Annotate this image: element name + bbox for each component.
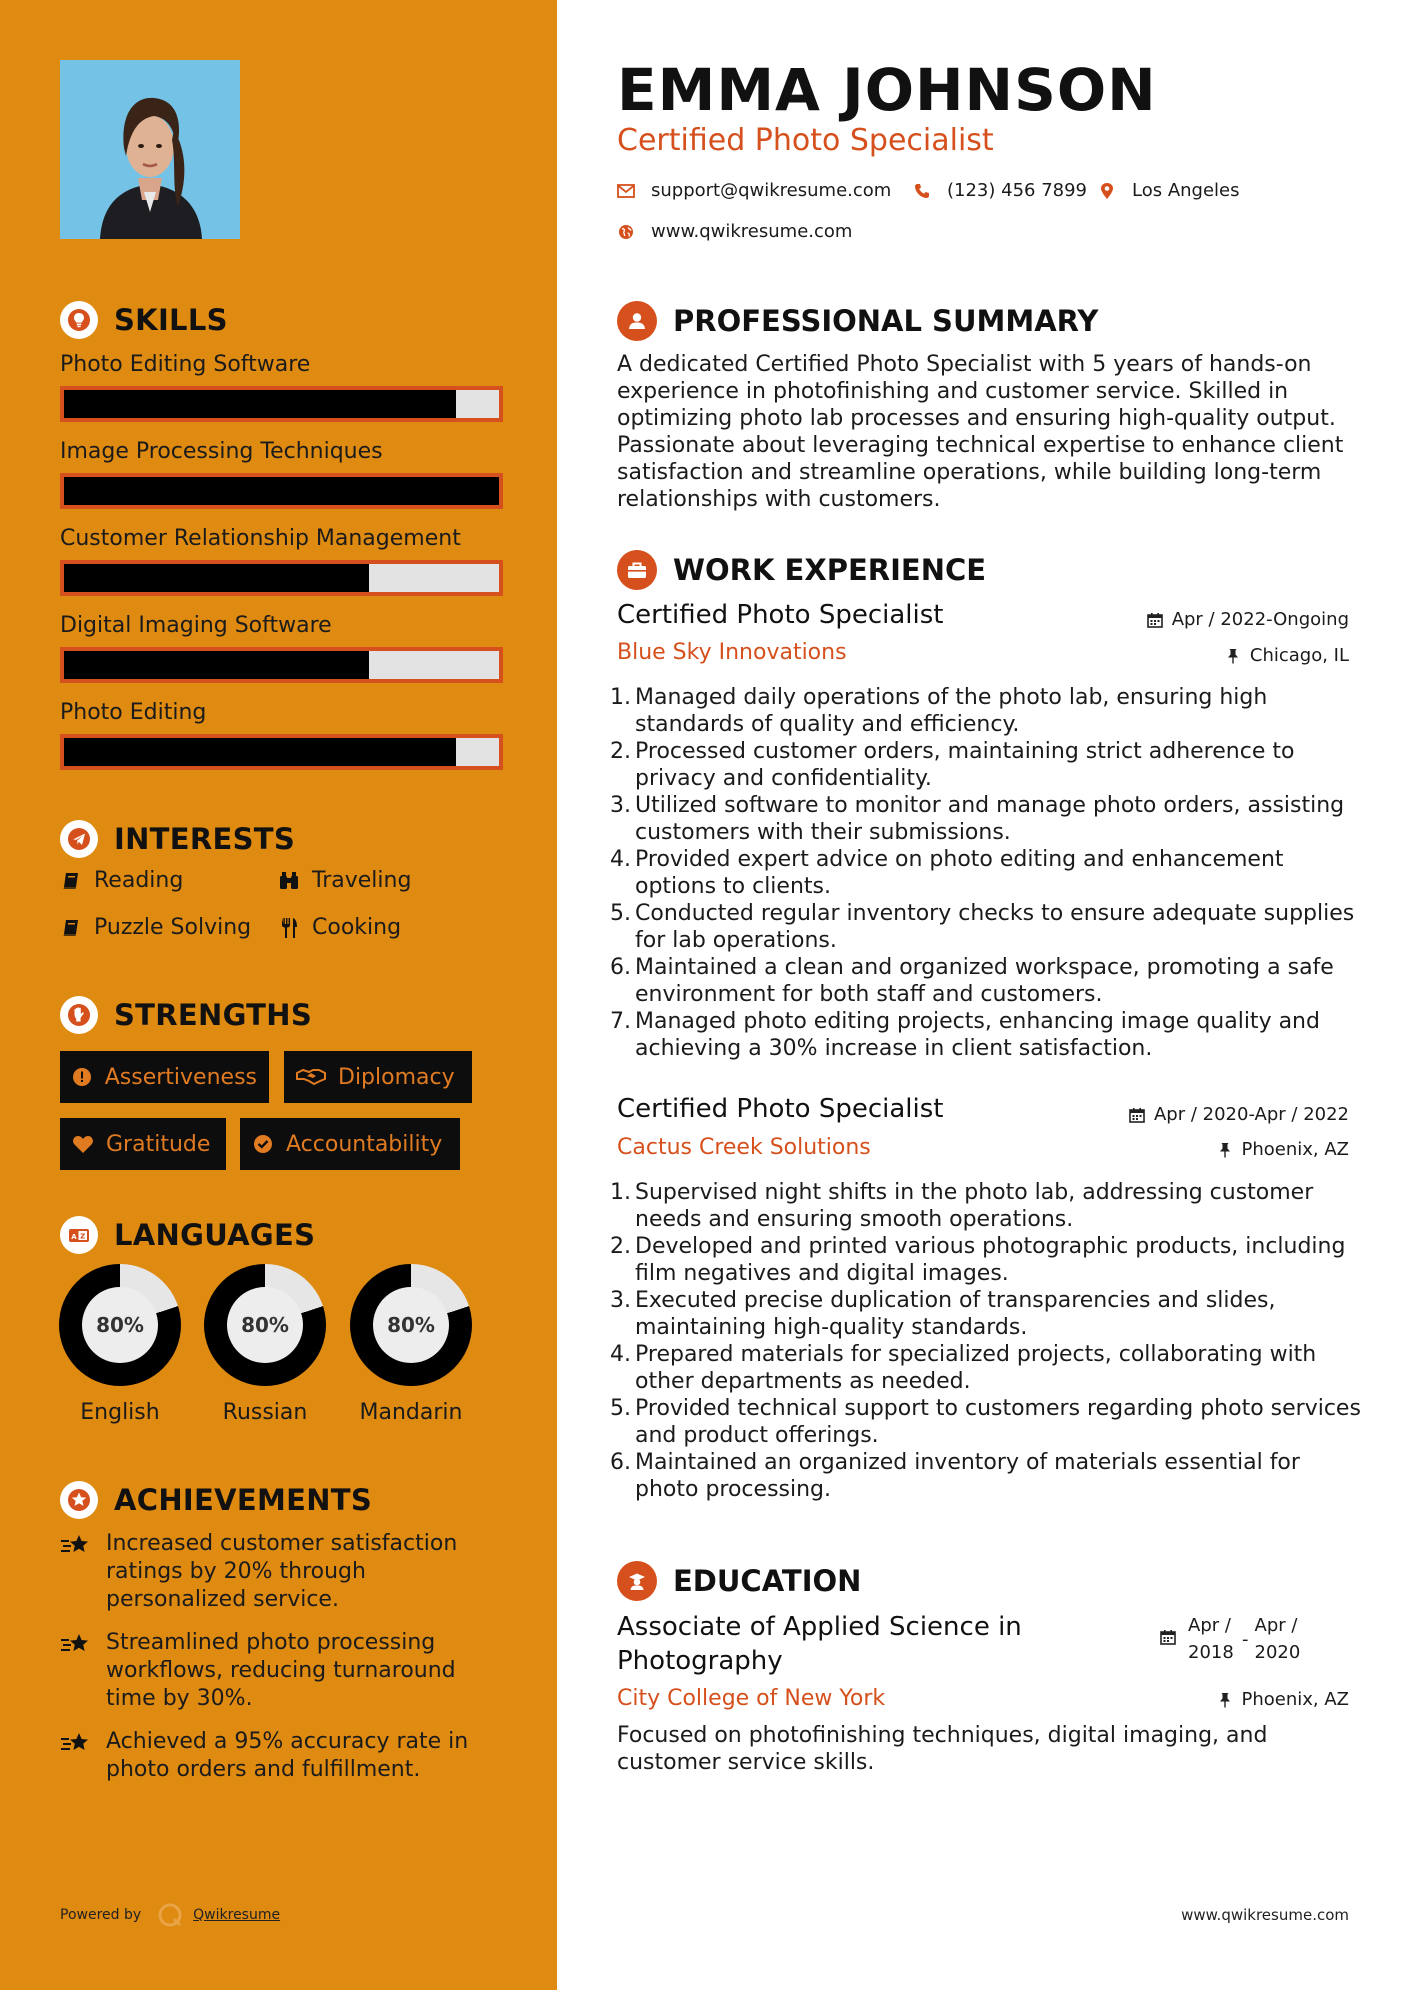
book-icon (60, 870, 82, 892)
achievements-heading (60, 1481, 372, 1519)
calendar-icon (1160, 1626, 1178, 1644)
skill-bar (60, 560, 503, 596)
contact-email[interactable] (617, 180, 891, 201)
achievement-item (60, 1728, 500, 1784)
fist-icon (60, 996, 98, 1034)
candidate-name: EMMA JOHNSON (617, 56, 1157, 124)
strength-tag (60, 1051, 269, 1103)
language-label: Russian (222, 1400, 308, 1425)
language-ring (204, 1264, 326, 1386)
summary-title: PROFESSIONAL SUMMARY (673, 304, 1099, 338)
job-bullet: 6. Maintained an organized inventory of materials essential for photo processing. (610, 1450, 1300, 1502)
achievement-text: Increased customer satisfaction ratings by 20% through personalized service. (106, 1531, 458, 1612)
skill-label: Image Processing Techniques (60, 439, 383, 464)
achievement-item (60, 1629, 500, 1713)
shooting-star-icon (60, 1728, 94, 1784)
job-bullet: 3. Executed precise duplication of transparencies and slides, maintaining high-quality standards. (610, 1288, 1276, 1340)
book-icon (60, 917, 82, 939)
binoculars-icon (278, 870, 300, 892)
envelope-icon (617, 182, 635, 200)
job-dates (1128, 1104, 1349, 1125)
interest-item (60, 915, 251, 940)
interest-label: Cooking (312, 915, 402, 940)
job-bullet: 1. Managed daily operations of the photo lab, ensuring high standards of quality and efficiency. (610, 685, 1268, 737)
language-item (59, 1264, 181, 1425)
strength-label: Gratitude (106, 1131, 211, 1157)
achievement-text: Achieved a 95% accuracy rate in photo orders and fulfillment. (106, 1729, 469, 1782)
skills-title: SKILLS (114, 303, 228, 337)
job-dates-text: Apr / 2022-Ongoing (1171, 609, 1349, 630)
experience-heading (617, 550, 986, 590)
globe-icon (617, 223, 635, 241)
job-bullet: 2. Processed customer orders, maintaining strict adherence to privacy and confidentiality. (610, 739, 1295, 791)
job-bullet: 3. Utilized software to monitor and manage photo orders, assisting customers with their submissions. (610, 793, 1345, 845)
job-dates-text: Apr / 2020-Apr / 2022 (1153, 1104, 1349, 1125)
phone-text: (123) 456 7899 (947, 180, 1088, 201)
job-bullet: 4. Provided expert advice on photo editing and enhancement options to clients. (610, 847, 1284, 899)
exclamation-icon (72, 1066, 93, 1088)
paper-plane-icon (60, 820, 98, 858)
svg-text:A: A (71, 1233, 77, 1241)
job-dates (1146, 609, 1349, 630)
job-location-text: Phoenix, AZ (1241, 1139, 1349, 1160)
summary-heading (617, 301, 1098, 341)
education-location (1216, 1689, 1350, 1710)
email-text: support@qwikresume.com (651, 180, 892, 201)
skill-item (60, 611, 503, 683)
interest-label: Traveling (312, 868, 412, 893)
job-bullet-list (610, 1179, 1362, 1503)
skill-item (60, 437, 503, 509)
skill-bar (60, 386, 503, 422)
skill-bar (60, 734, 503, 770)
interest-label: Puzzle Solving (94, 915, 252, 940)
profile-photo (60, 60, 240, 239)
job-bullet: 5. Provided technical support to customers regarding photo services and product offerings. (610, 1396, 1361, 1448)
utensils-icon (278, 917, 300, 939)
strength-tag (284, 1051, 472, 1103)
strengths-title: STRENGTHS (114, 998, 313, 1032)
contact-website[interactable] (617, 221, 852, 242)
skill-bar (60, 473, 503, 509)
education-location-text: Phoenix, AZ (1241, 1689, 1349, 1710)
graduate-icon (617, 1561, 657, 1601)
star-badge-icon (60, 1481, 98, 1519)
education-degree: Associate of Applied Science in Photography (617, 1612, 1022, 1676)
strength-tag (240, 1118, 460, 1170)
job-company: Cactus Creek Solutions (617, 1135, 871, 1160)
translate-icon (60, 1216, 98, 1254)
briefcase-icon (617, 550, 657, 590)
skill-item (60, 524, 503, 596)
achievement-text: Streamlined photo processing workflows, reducing turnaround time by 30%. (106, 1630, 456, 1711)
contact-location (1098, 180, 1240, 201)
job-location (1224, 645, 1349, 666)
job-bullet: 6. Maintained a clean and organized workspace, promoting a safe environment for both staff and customers. (610, 955, 1334, 1007)
education-title: EDUCATION (673, 1564, 862, 1598)
skills-heading (60, 301, 228, 339)
language-percent: 80% (82, 1287, 158, 1363)
job-title: Certified Photo Specialist (617, 600, 944, 630)
language-percent: 80% (227, 1287, 303, 1363)
phone-icon (913, 182, 931, 200)
skill-fill (64, 390, 456, 418)
powered-by (60, 1902, 280, 1928)
education-dates (1160, 1612, 1303, 1666)
heart-icon (72, 1133, 94, 1155)
job-bullet: 7. Managed photo editing projects, enhancing image quality and achieving a 30% increase in client satisfaction. (610, 1009, 1320, 1061)
footer-website-link[interactable]: www.qwikresume.com (1181, 1906, 1349, 1924)
interests-title: INTERESTS (114, 822, 296, 856)
pushpin-icon (1216, 1141, 1234, 1159)
website-text: www.qwikresume.com (651, 221, 853, 242)
interest-item (60, 868, 183, 893)
skill-label: Photo Editing (60, 700, 207, 725)
education-heading (617, 1561, 861, 1601)
skill-label: Digital Imaging Software (60, 613, 332, 638)
calendar-icon (1146, 611, 1164, 629)
education-start-year: 2018 (1188, 1642, 1234, 1663)
pushpin-icon (1216, 1691, 1234, 1709)
job-bullet: 4. Prepared materials for specialized projects, collaborating with other departments as needed. (610, 1342, 1317, 1394)
education-end (1255, 1612, 1303, 1666)
education-start (1188, 1612, 1236, 1666)
skill-bar (60, 647, 503, 683)
language-item (350, 1264, 472, 1425)
check-circle-icon (252, 1133, 274, 1155)
language-label: English (80, 1400, 160, 1425)
pushpin-icon (1224, 647, 1242, 665)
qwikresume-logo-icon (157, 1902, 183, 1928)
language-item (204, 1264, 326, 1425)
strengths-heading (60, 996, 312, 1034)
summary-text: A dedicated Certified Photo Specialist with 5 years of hands-on experience in photofinishing and customer service. Skilled in optimizing photo lab processes and ensuring high-quality output. Passionate about leveraging technical expertise to enhance client satisfaction and streamline operations, while building long-term relationships with customers. (617, 352, 1344, 512)
job-company: Blue Sky Innovations (617, 640, 847, 665)
user-icon (617, 301, 657, 341)
job-bullet: 2. Developed and printed various photographic products, including film negatives and digital images. (610, 1234, 1346, 1286)
education-school: City College of New York (617, 1686, 886, 1711)
job-bullet: 1. Supervised night shifts in the photo lab, addressing customer needs and ensuring smooth operations. (610, 1180, 1314, 1232)
experience-title: WORK EXPERIENCE (673, 553, 987, 587)
sidebar (0, 0, 557, 1990)
strength-label: Assertiveness (104, 1064, 257, 1090)
date-separator: - (1242, 1629, 1249, 1650)
skill-fill (64, 651, 369, 679)
job-bullet-list (610, 684, 1362, 1062)
language-percent: 80% (373, 1287, 449, 1363)
map-pin-icon (1098, 182, 1116, 200)
skill-fill (64, 564, 369, 592)
education-end-month: Apr / (1254, 1615, 1298, 1636)
language-label: Mandarin (359, 1400, 463, 1425)
shooting-star-icon (60, 1530, 94, 1614)
skill-item (60, 698, 503, 770)
job-bullet: 5. Conducted regular inventory checks to ensure adequate supplies for lab operations. (610, 901, 1355, 953)
interests-heading (60, 820, 295, 858)
interest-item (278, 915, 401, 940)
skill-item (60, 350, 503, 422)
achievements-title: ACHIEVEMENTS (114, 1483, 373, 1517)
job-title: Certified Photo Specialist (617, 1094, 944, 1124)
calendar-icon (1128, 1106, 1146, 1124)
education-end-year: 2020 (1254, 1642, 1301, 1663)
interest-item (278, 868, 411, 893)
skill-label: Photo Editing Software (60, 352, 311, 377)
skill-fill (64, 477, 499, 505)
job-location-text: Chicago, IL (1249, 645, 1349, 666)
achievement-item (60, 1530, 500, 1614)
languages-heading (60, 1216, 315, 1254)
qwikresume-link[interactable]: Qwikresume (193, 1907, 281, 1923)
strength-label: Diplomacy (338, 1064, 455, 1090)
svg-text:Z: Z (80, 1232, 86, 1241)
language-ring (350, 1264, 472, 1386)
location-text: Los Angeles (1132, 180, 1240, 201)
education-start-month: Apr / (1188, 1615, 1231, 1636)
shooting-star-icon (60, 1629, 94, 1713)
skill-label: Customer Relationship Management (60, 526, 461, 551)
languages-title: LANGUAGES (114, 1218, 316, 1252)
handshake-icon (296, 1066, 326, 1088)
language-ring (59, 1264, 181, 1386)
contact-phone[interactable] (913, 180, 1087, 201)
skill-fill (64, 738, 456, 766)
lightbulb-icon (60, 301, 98, 339)
strength-label: Accountability (286, 1131, 443, 1157)
interest-label: Reading (94, 868, 184, 893)
job-location (1216, 1139, 1350, 1160)
powered-by-label: Powered by (60, 1907, 142, 1923)
candidate-role: Certified Photo Specialist (617, 123, 994, 158)
strength-tag (60, 1118, 226, 1170)
education-description: Focused on photofinishing techniques, digital imaging, and customer service skills. (617, 1723, 1268, 1775)
